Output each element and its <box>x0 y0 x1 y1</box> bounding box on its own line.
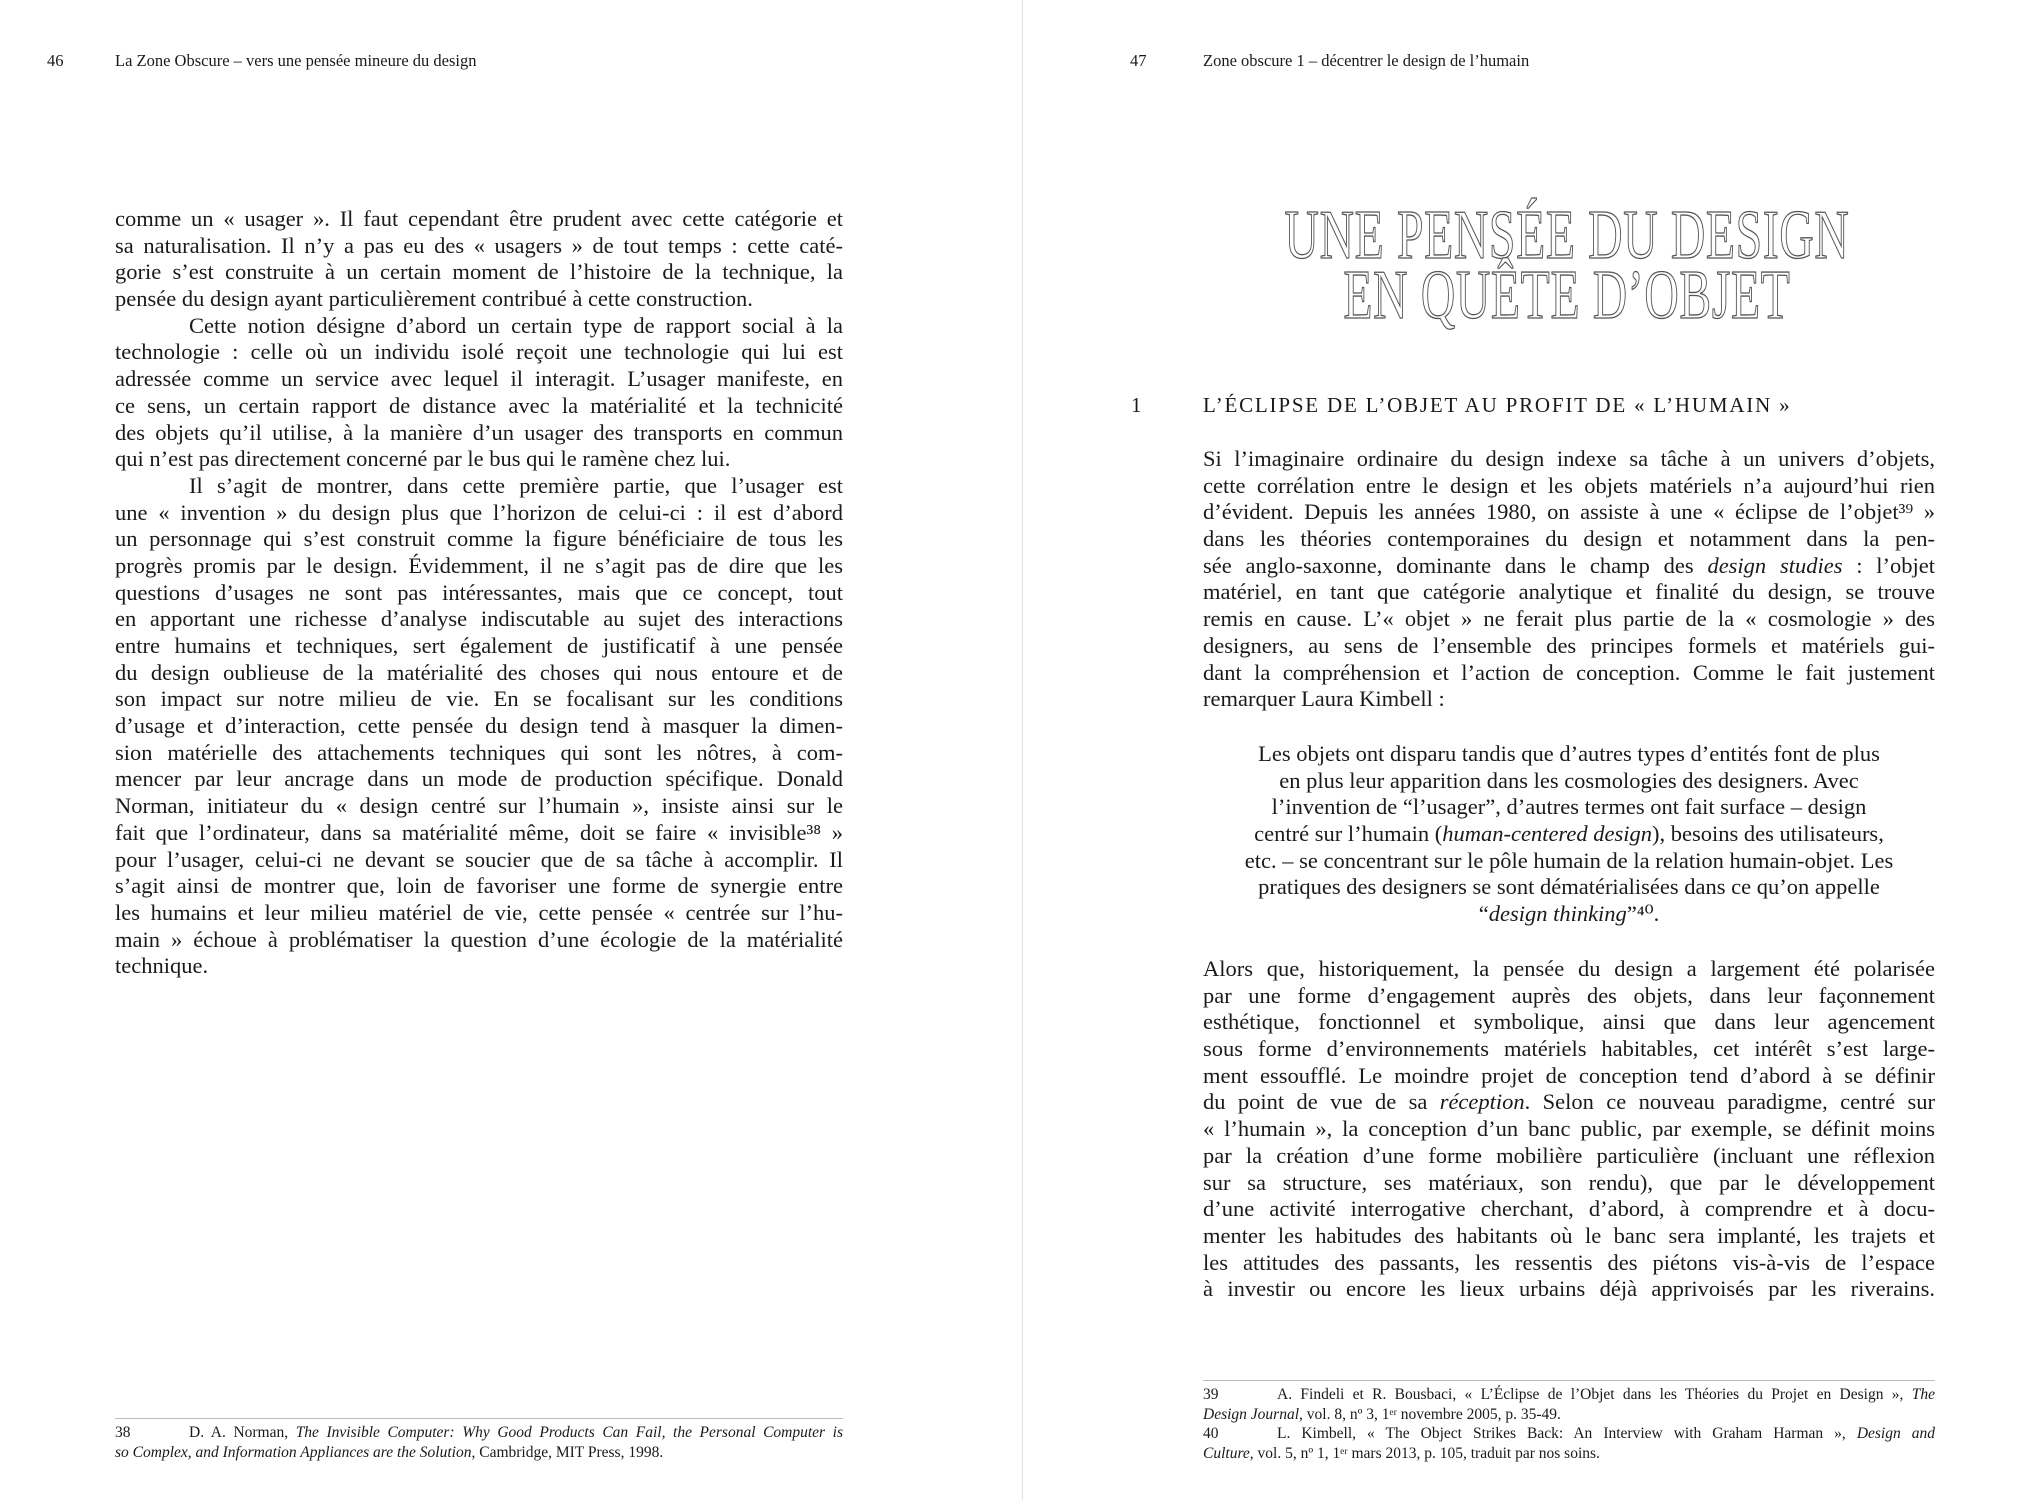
footnotes <box>115 1423 843 1462</box>
paragraph <box>1203 956 1935 1303</box>
text-line: sion matérielle des attachements techniques qui sont les nôtres, à com- <box>115 739 843 765</box>
chapter-title-line: EN QUÊTE D’OBJET <box>1343 257 1791 334</box>
text-line: Cette notion désigne d’abord un certain type de rapport social à la <box>189 312 843 338</box>
text-line: d’évident. Depuis les années 1980, on assiste à une « éclipse de l’objet³⁹ » <box>1203 499 1935 525</box>
text-line: esthétique, fonctionnel et symbolique, ainsi que dans leur agencement <box>1203 1009 1935 1035</box>
text-line: questions d’usages ne sont pas intéressantes, mais que ce concept, tout <box>115 579 843 605</box>
running-title: Zone obscure 1 – décentrer le design de l’humain <box>1203 51 1530 70</box>
text-line: etc. – se concentrant sur le pôle humain de la relation humain-objet. Les <box>1244 847 1894 873</box>
text-line: entre humains et techniques, sert également de justificatif à une pensée <box>115 633 843 658</box>
text-line <box>115 1443 843 1463</box>
italic-text: so Complex, and Information Appliances are the Solution <box>115 1443 472 1461</box>
text-line: pratiques des designers se sont dématérialisées dans ce qu’on appelle <box>1258 874 1880 900</box>
footnote-number: 38 <box>115 1424 131 1441</box>
section-number: 1 <box>1131 393 1144 417</box>
text-segment: D. A. Norman, <box>189 1424 296 1441</box>
italic-text: Design Journal <box>1203 1405 1300 1423</box>
paragraph <box>115 313 843 473</box>
text-line: remis en cause. L’« objet » ne ferait plus partie de la « cosmologie » des <box>1203 606 1935 632</box>
text-line <box>1203 901 1935 928</box>
text-line: comme un « usager ». Il faut cependant être prudent avec cette catégorie et <box>115 206 843 231</box>
footnote-rule <box>115 1418 843 1419</box>
text-segment: sée anglo-saxonne, dominante dans le champ des <box>1203 552 1708 578</box>
page-number: 46 <box>47 51 64 70</box>
text-line: progrès promis par le design. Évidemment, il ne s’agit pas de dire que les <box>115 552 843 578</box>
text-line: sur sa structure, ses matériaux, son rendu), que par le développement <box>1203 1169 1935 1195</box>
text-line: les humains et leur milieu matériel de vie, cette pensée « centrée sur l’hu- <box>115 899 843 925</box>
paragraph <box>115 206 843 313</box>
text-line: son impact sur notre milieu de vie. En se focalisant sur les conditions <box>115 686 843 712</box>
text-line: des objets qu’il utilise, à la manière d’un usager des transports en commun <box>115 419 843 445</box>
text-line: Il s’agit de montrer, dans cette première partie, que l’usager est <box>189 472 843 498</box>
text-line <box>1203 553 1935 580</box>
body-text <box>115 206 843 980</box>
text-line: ce sens, un certain rapport de distance avec la matérialité et la technicité <box>115 392 843 418</box>
text-line: technologie : celle où un individu isolé reçoit une technologie qui lui est <box>115 339 843 365</box>
text-line: main » échoue à problématiser la question d’une écologie de la matérialité <box>115 926 843 952</box>
paragraph <box>115 473 843 980</box>
text-line <box>1203 821 1935 848</box>
page-gutter-divider <box>1022 0 1023 1500</box>
footnote <box>1203 1385 1935 1424</box>
text-line <box>1203 1385 1935 1405</box>
text-segment: , vol. 8, nº 3, 1ᵉʳ novembre 2005, p. 35-49. <box>1299 1405 1561 1423</box>
text-line: une « invention » du design plus que l’horizon de celui-ci : il est d’abord <box>115 499 843 525</box>
text-line: remarquer Laura Kimbell : <box>1203 686 1445 712</box>
text-line: à investir ou encore les lieux urbains déjà apprivoisés par les riverains. <box>1203 1276 1935 1302</box>
text-line: pensée du design ayant particulièrement contribué à cette construction. <box>115 286 753 312</box>
text-line: ment essoufflé. Le moindre projet de conception tend d’abord à se définir <box>1203 1062 1935 1088</box>
text-line: sa naturalisation. Il n’y a pas eu des « usagers » de tout temps : cette caté- <box>115 232 843 258</box>
italic-text: The Invisible Computer: Why Good Products Can Fail, the Personal Computer is <box>295 1424 843 1441</box>
text-line: cette corrélation entre le design et les objets matériels n’a aujourd’hui rien <box>1203 472 1935 498</box>
text-segment: , Cambridge, MIT Press, 1998. <box>471 1443 664 1461</box>
text-line: pour l’usager, celui-ci ne devant se soucier que de sa tâche à accomplir. Il <box>115 846 843 872</box>
text-line: Alors que, historiquement, la pensée du design a largement été polarisée <box>1203 956 1935 981</box>
text-line: s’agit ainsi de montrer que, loin de favoriser une forme de synergie entre <box>115 873 843 899</box>
text-line <box>1203 1405 1935 1425</box>
text-line: par la création d’une forme mobilière particulière (incluant une réflexion <box>1203 1142 1935 1168</box>
text-line: designers, au sens de l’ensemble des principes formels et matériels gui- <box>1203 632 1935 658</box>
text-line: menter les habitudes des habitants où le banc sera implanté, les trajets et <box>1203 1222 1935 1248</box>
text-line: en apportant une richesse d’analyse indiscutable au sujet des interactions <box>115 606 843 632</box>
italic-text: human-centered design <box>1442 821 1652 847</box>
italic-text: design studies <box>1707 552 1843 578</box>
italic-text: réception <box>1439 1089 1525 1115</box>
chapter-title-line: UNE PENSÉE DU DESIGN <box>1284 197 1850 274</box>
text-line: Si l’imaginaire ordinaire du design indexe sa tâche à un univers d’objets, <box>1203 446 1935 471</box>
footnote <box>1203 1424 1935 1463</box>
text-line: adressée comme un service avec lequel il interagit. L’usager manifeste, en <box>115 366 843 392</box>
footnote-rule <box>1203 1380 1935 1381</box>
text-segment: “ <box>1478 901 1489 927</box>
text-line: Norman, initiateur du « design centré sur l’humain », insiste ainsi sur le <box>115 793 843 819</box>
text-line: mencer par leur ancrage dans un mode de production spécifique. Donald <box>115 766 843 792</box>
paragraph <box>1203 446 1935 713</box>
text-line: par une forme d’engagement auprès des objets, dans leur façonnement <box>1203 982 1935 1008</box>
chapter-title <box>1100 197 2022 334</box>
text-line: du design oublieuse de la matérialité des choses qui nous entoure et de <box>115 659 843 685</box>
text-line: fait que l’ordinateur, dans sa matérialité même, doit se faire « invisible³⁸ » <box>115 819 843 845</box>
text-line <box>1203 1444 1935 1464</box>
text-segment: A. Findeli et R. Bousbaci, « L’Éclipse de l’Objet dans les Théories du Projet en Design », <box>1277 1386 1912 1403</box>
text-segment: ”⁴⁰. <box>1626 901 1660 927</box>
text-segment: L. Kimbell, « The Object Strikes Back: An Interview with Graham Harman », <box>1277 1425 1857 1442</box>
text-line: en plus leur apparition dans les cosmologies des designers. Avec <box>1279 767 1859 793</box>
text-segment: du point de vue de sa <box>1203 1089 1440 1115</box>
text-line <box>115 1423 843 1443</box>
page-number: 47 <box>1130 51 1147 70</box>
footnotes <box>1203 1385 1935 1463</box>
section-title: L’ÉCLIPSE DE L’OBJET AU PROFIT DE « L’HUMAIN » <box>1203 393 1792 417</box>
text-line <box>1203 1424 1935 1444</box>
text-line: sous forme d’environnements matériels habitables, cet intérêt s’est large- <box>1203 1036 1935 1062</box>
text-line: matériel, en tant que catégorie analytique et finalité du design, se trouve <box>1203 579 1935 605</box>
text-line: d’une activité interrogative cherchant, d’abord, à comprendre et à docu- <box>1203 1196 1935 1222</box>
text-line: d’usage et d’interaction, cette pensée du design tend à masquer la dimen- <box>115 713 843 739</box>
block-quote <box>1203 741 1935 928</box>
italic-text: Culture <box>1203 1444 1250 1462</box>
footnote <box>115 1423 843 1462</box>
text-line: l’invention de “l’usager”, d’autres termes ont fait surface – design <box>1271 794 1867 820</box>
text-segment: : l’objet <box>1842 552 1936 578</box>
text-line: les attitudes des passants, les ressentis des piétons vis-à-vis de l’espace <box>1203 1249 1935 1275</box>
text-segment: centré sur l’humain ( <box>1254 821 1443 847</box>
text-segment: . Selon ce nouveau paradigme, centré sur <box>1524 1089 1935 1115</box>
text-segment: ), besoins des utilisateurs, <box>1651 821 1884 847</box>
text-line: technique. <box>115 953 209 979</box>
running-title: La Zone Obscure – vers une pensée mineure du design <box>115 51 477 70</box>
text-line: gorie s’est construite à un certain moment de l’histoire de la technique, la <box>115 259 843 285</box>
italic-text: Design and <box>1856 1425 1935 1442</box>
text-line: dans les théories contemporaines du design et notamment dans la pen- <box>1203 526 1935 552</box>
text-line: qui n’est pas directement concerné par le bus qui le ramène chez lui. <box>115 446 731 472</box>
footnote-number: 39 <box>1203 1386 1219 1403</box>
text-line: Les objets ont disparu tandis que d’autres types d’entités font de plus <box>1258 741 1880 766</box>
text-line <box>1203 1089 1935 1116</box>
text-line: un personnage qui s’est construit comme la figure bénéficiaire de tous les <box>115 526 843 552</box>
text-line: « l’humain », la conception d’un banc public, par exemple, se définit moins <box>1203 1116 1935 1142</box>
italic-text: design thinking <box>1488 901 1627 927</box>
text-segment: , vol. 5, nº 1, 1ᵉʳ mars 2013, p. 105, traduit par nos soins. <box>1249 1444 1600 1462</box>
footnote-number: 40 <box>1203 1425 1219 1442</box>
italic-text: The <box>1911 1386 1935 1403</box>
text-line: dant la compréhension et l’action de conception. Comme le fait justement <box>1203 659 1935 685</box>
